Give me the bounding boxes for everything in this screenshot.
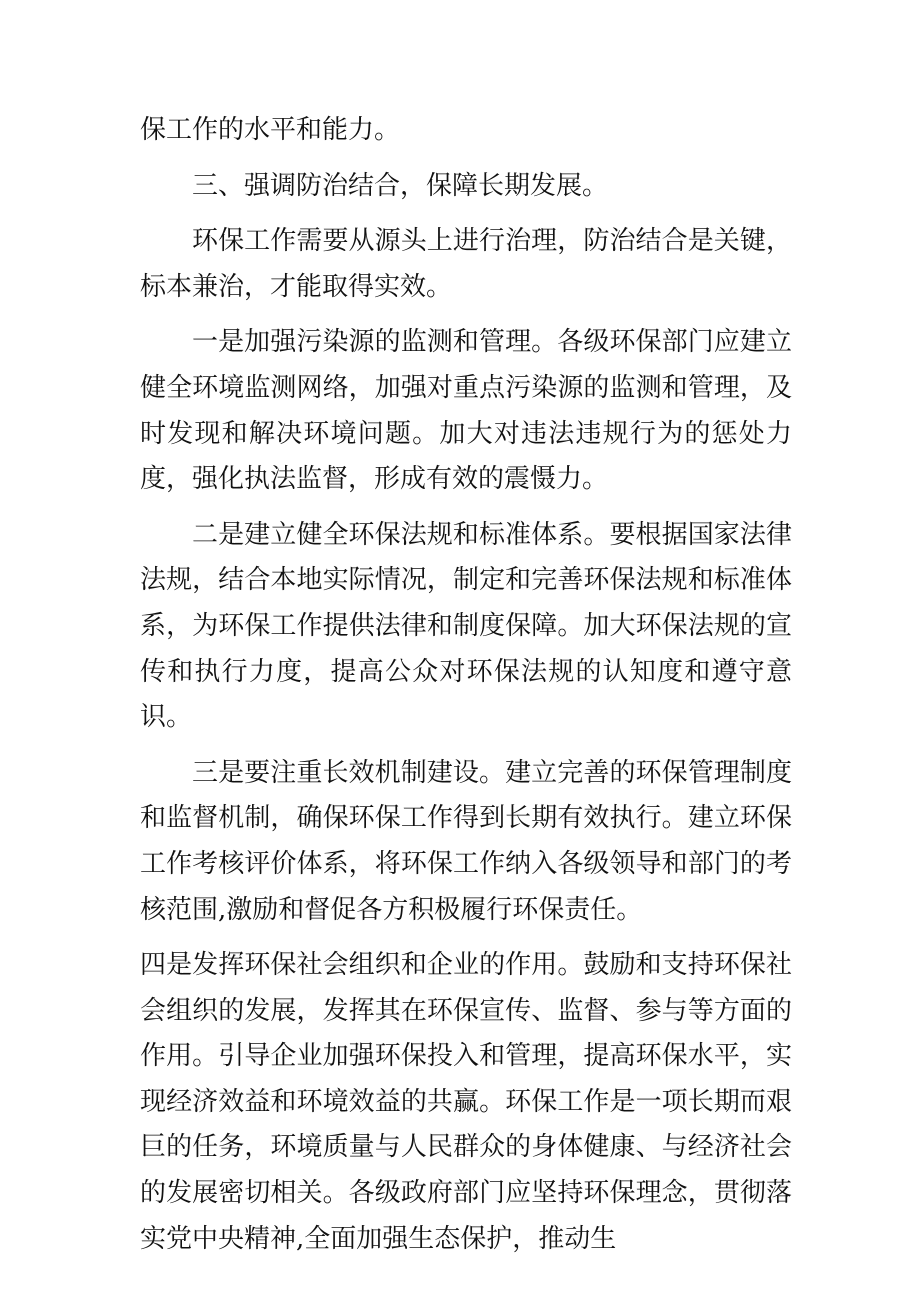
paragraph-point-one: 一是加强污染源的监测和管理。各级环保部门应建立健全环境监测网络，加强对重点污染源的监测和管理，及时发现和解决环境问题。加大对违法违规行为的惩处力度，强化执法监督，形成有效的震慑力。 (140, 327, 792, 495)
document-body (140, 108, 792, 1272)
paragraph-point-two: 二是建立健全环保法规和标准体系。要根据国家法律法规，结合本地实际情况，制定和完善环保法规和标准体系，为环保工作提供法律和制度保障。加大环保法规的宣传和执行力度，提高公众对环保法规的认知度和遵守意识。 (140, 519, 792, 733)
paragraph-point-three: 三是要注重长效机制建设。建立完善的环保管理制度和监督机制，确保环保工作得到长期有效执行。建立环保工作考核评价体系，将环保工作纳入各级领导和部门的考核范围,激励和督促各方积极履行环保责任。 (140, 757, 792, 925)
paragraph-continuation: 保工作的水平和能力。 (140, 115, 401, 145)
paragraph-point-four: 四是发挥环保社会组织和企业的作用。鼓励和支持环保社会组织的发展，发挥其在环保宣传、监督、参与等方面的作用。引导企业加强环保投入和管理，提高环保水平，实现经济效益和环境效益的共赢。环保工作是一项长期而艰巨的任务，环境质量与人民群众的身体健康、与经济社会的发展密切相关。各级政府部门应坚持环保理念，贯彻落实党中央精神,全面加强生态保护，推动生 (140, 950, 792, 1254)
paragraph-intro: 环保工作需要从源头上进行治理，防治结合是关键，标本兼治，才能取得实效。 (140, 226, 792, 302)
section-heading: 三、强调防治结合，保障长期发展。 (192, 170, 609, 201)
